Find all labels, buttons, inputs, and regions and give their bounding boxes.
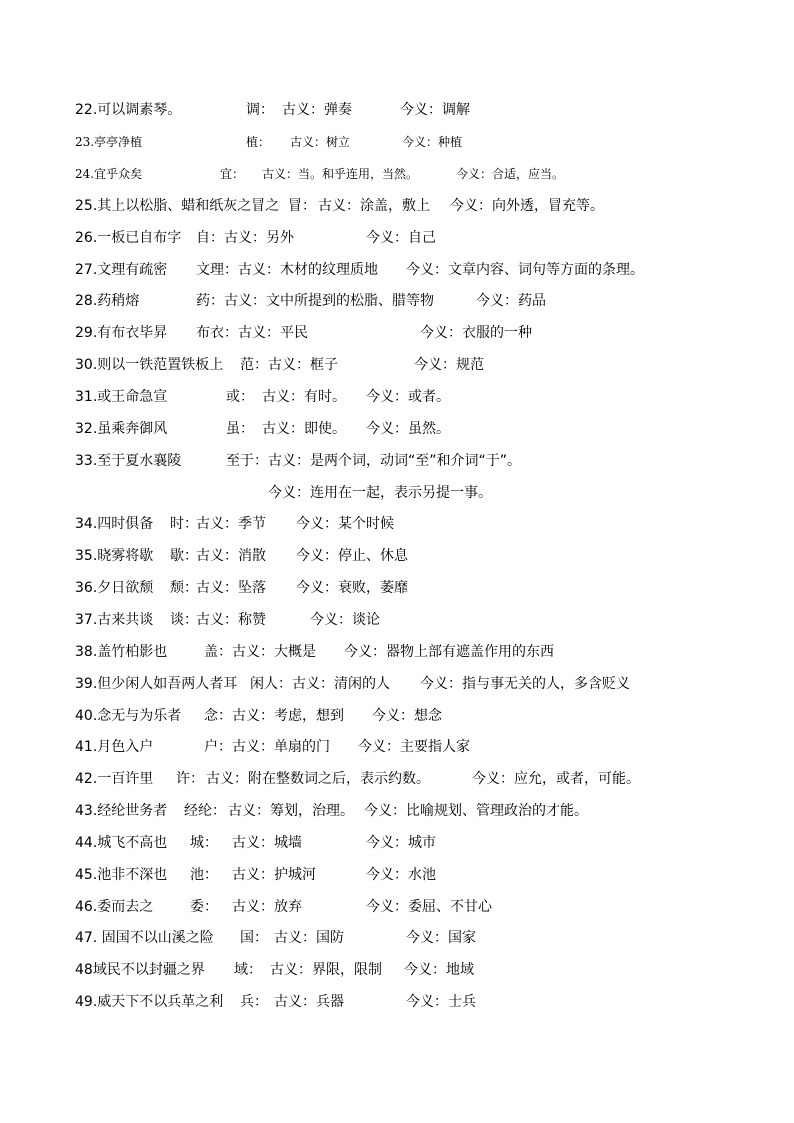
list-item bbox=[0, 162, 794, 186]
item-ancient-meaning: 古义：清闲的人 bbox=[292, 676, 390, 692]
list-item bbox=[0, 767, 794, 791]
item-word: 盖： bbox=[204, 644, 232, 660]
item-phrase: 23.亭亭净植 bbox=[75, 135, 143, 149]
list-item bbox=[0, 926, 794, 950]
item-modern-meaning: 今义：委屈、不甘心 bbox=[366, 899, 492, 915]
item-modern-meaning: 今义：士兵 bbox=[406, 994, 476, 1010]
item-phrase: 30.则以一铁范置铁板上 bbox=[75, 357, 224, 373]
item-phrase: 41.月色入户 bbox=[75, 739, 154, 755]
item-modern-meaning: 今义：衰败，萎靡 bbox=[296, 580, 408, 596]
item-phrase: 47. 固国不以山溪之险 bbox=[75, 930, 214, 946]
item-phrase: 49.威天下不以兵革之利 bbox=[75, 994, 224, 1010]
item-ancient-meaning: 古义：城墙 bbox=[232, 835, 302, 851]
item-phrase: 40.念无与为乐者 bbox=[75, 708, 182, 724]
item-modern-meaning: 今义：城市 bbox=[366, 835, 436, 851]
item-word: 许： bbox=[176, 771, 204, 787]
item-phrase: 28.药稍熔 bbox=[75, 293, 140, 309]
item-word: 经纶： bbox=[184, 803, 226, 819]
item-phrase: 25.其上以松脂、蜡和纸灰之冒之 bbox=[75, 198, 280, 214]
item-word: 药： bbox=[196, 293, 224, 309]
item-word: 域： bbox=[234, 962, 262, 978]
item-ancient-meaning: 古义：另外 bbox=[224, 230, 294, 246]
item-modern-meaning: 今义：主要指人家 bbox=[358, 739, 470, 755]
item-modern-meaning: 今义：应允，或者，可能。 bbox=[472, 771, 640, 787]
item-modern-meaning: 今义：比喻规划、管理政治的才能。 bbox=[364, 803, 588, 819]
list-item bbox=[0, 130, 794, 154]
list-item bbox=[0, 321, 794, 345]
item-ancient-meaning: 古义：木材的纹理质地 bbox=[238, 262, 378, 278]
list-item bbox=[0, 735, 794, 759]
list-item bbox=[0, 608, 794, 632]
list-item bbox=[0, 672, 794, 696]
item-word: 至于： bbox=[226, 453, 268, 469]
item-modern-meaning: 今义：合适，应当。 bbox=[456, 167, 565, 181]
item-word: 闲人： bbox=[250, 676, 292, 692]
item-ancient-meaning: 古义：树立 bbox=[290, 135, 351, 149]
item-ancient-meaning: 古义：文中所提到的松脂、腊等物 bbox=[224, 293, 434, 309]
item-modern-meaning: 今义：调解 bbox=[400, 102, 470, 118]
list-item bbox=[0, 289, 794, 313]
item-word: 池： bbox=[190, 867, 218, 883]
item-modern-meaning: 今义：地域 bbox=[404, 962, 474, 978]
item-word: 户： bbox=[204, 739, 232, 755]
list-item bbox=[0, 385, 794, 409]
list-item bbox=[0, 863, 794, 887]
list-item bbox=[0, 576, 794, 600]
item-word: 谈： bbox=[170, 612, 198, 628]
item-modern-meaning: 今义：水池 bbox=[366, 867, 436, 883]
item-ancient-meaning: 古义：国防 bbox=[274, 930, 344, 946]
item-ancient-meaning: 古义：即使。 bbox=[262, 421, 346, 437]
item-modern-meaning: 今义：药品 bbox=[476, 293, 546, 309]
item-ancient-meaning: 古义：护城河 bbox=[232, 867, 316, 883]
list-item-continuation bbox=[0, 481, 794, 505]
item-ancient-meaning: 古义：季节 bbox=[196, 516, 266, 532]
item-modern-meaning: 今义：规范 bbox=[414, 357, 484, 373]
item-ancient-meaning: 古义：弹奏 bbox=[282, 102, 352, 118]
item-word: 委： bbox=[190, 899, 218, 915]
item-ancient-meaning: 古义：兵器 bbox=[274, 994, 344, 1010]
list-item bbox=[0, 799, 794, 823]
item-ancient-meaning: 古义：平民 bbox=[238, 325, 308, 341]
list-item bbox=[0, 544, 794, 568]
item-ancient-meaning: 古义：消散 bbox=[196, 548, 266, 564]
item-ancient-meaning: 古义：有时。 bbox=[262, 389, 346, 405]
list-item bbox=[0, 640, 794, 664]
item-modern-meaning: 今义：器物上部有遮盖作用的东西 bbox=[344, 644, 554, 660]
item-word: 颓： bbox=[170, 580, 198, 596]
item-phrase: 24.宜乎众矣 bbox=[75, 167, 143, 181]
list-item bbox=[0, 831, 794, 855]
item-phrase: 39.但少闲人如吾两人者耳 bbox=[75, 676, 238, 692]
item-phrase: 36.夕日欲颓 bbox=[75, 580, 154, 596]
list-item bbox=[0, 512, 794, 536]
list-item bbox=[0, 194, 794, 218]
item-word: 时： bbox=[170, 516, 198, 532]
list-item bbox=[0, 704, 794, 728]
list-item bbox=[0, 98, 794, 122]
item-ancient-meaning: 古义：筹划，治理。 bbox=[228, 803, 354, 819]
item-modern-meaning: 今义：谈论 bbox=[310, 612, 380, 628]
item-word: 布衣： bbox=[196, 325, 238, 341]
item-ancient-meaning: 古义：当。和乎连用，当然。 bbox=[262, 167, 419, 181]
item-word: 兵： bbox=[240, 994, 268, 1010]
item-phrase: 42.一百许里 bbox=[75, 771, 154, 787]
item-word: 调： bbox=[246, 102, 274, 118]
item-modern-meaning: 今义：或者。 bbox=[366, 389, 450, 405]
list-item bbox=[0, 417, 794, 441]
item-modern-meaning: 今义：某个时候 bbox=[296, 516, 394, 532]
item-ancient-meaning: 古义：坠落 bbox=[196, 580, 266, 596]
item-ancient-meaning: 古义：单扇的门 bbox=[232, 739, 330, 755]
item-word: 宜： bbox=[220, 167, 245, 181]
item-ancient-meaning: 古义：放弃 bbox=[232, 899, 302, 915]
list-item bbox=[0, 958, 794, 982]
list-item bbox=[0, 353, 794, 377]
item-word: 范： bbox=[240, 357, 268, 373]
item-ancient-meaning: 古义：涂盖，敷上 bbox=[318, 198, 430, 214]
item-ancient-meaning: 古义：称赞 bbox=[196, 612, 266, 628]
item-modern-meaning: 今义：虽然。 bbox=[366, 421, 450, 437]
item-phrase: 26.一板已自布字 bbox=[75, 230, 182, 246]
item-phrase: 37.古来共谈 bbox=[75, 612, 154, 628]
item-modern-meaning: 今义：向外透，冒充等。 bbox=[450, 198, 604, 214]
item-word: 国： bbox=[240, 930, 268, 946]
item-ancient-meaning: 古义：框子 bbox=[268, 357, 338, 373]
item-modern-meaning: 今义：自己 bbox=[366, 230, 436, 246]
item-modern-meaning: 今义：文章内容、词句等方面的条理。 bbox=[406, 262, 644, 278]
item-word: 或： bbox=[226, 389, 254, 405]
item-modern-meaning: 今义：指与事无关的人，多含贬义 bbox=[420, 676, 630, 692]
item-word: 文理： bbox=[196, 262, 238, 278]
list-item bbox=[0, 990, 794, 1014]
item-word: 念： bbox=[204, 708, 232, 724]
list-item bbox=[0, 895, 794, 919]
item-word: 自： bbox=[196, 230, 224, 246]
item-phrase: 32.虽乘奔御风 bbox=[75, 421, 168, 437]
item-word: 虽： bbox=[226, 421, 254, 437]
item-word: 歇： bbox=[170, 548, 198, 564]
item-phrase: 29.有布衣毕昇 bbox=[75, 325, 168, 341]
item-ancient-meaning: 古义：是两个词，动词“至”和介词“于”。 bbox=[268, 453, 522, 469]
list-item bbox=[0, 258, 794, 282]
item-modern-meaning: 今义：连用在一起，表示另提一事。 bbox=[268, 485, 492, 501]
item-phrase: 38.盖竹柏影也 bbox=[75, 644, 168, 660]
item-phrase: 46.委而去之 bbox=[75, 899, 154, 915]
item-modern-meaning: 今义：种植 bbox=[402, 135, 463, 149]
item-ancient-meaning: 古义：界限，限制 bbox=[270, 962, 382, 978]
item-phrase: 44.城飞不高也 bbox=[75, 835, 168, 851]
item-phrase: 27.文理有疏密 bbox=[75, 262, 168, 278]
item-ancient-meaning: 古义：考虑，想到 bbox=[232, 708, 344, 724]
item-phrase: 43.经纶世务者 bbox=[75, 803, 168, 819]
item-phrase: 48域民不以封疆之界 bbox=[75, 962, 205, 978]
item-modern-meaning: 今义：衣服的一种 bbox=[420, 325, 532, 341]
item-word: 冒： bbox=[288, 198, 316, 214]
item-word: 城： bbox=[190, 835, 218, 851]
item-phrase: 33.至于夏水襄陵 bbox=[75, 453, 182, 469]
item-ancient-meaning: 古义：大概是 bbox=[232, 644, 316, 660]
item-modern-meaning: 今义：想念 bbox=[372, 708, 442, 724]
item-ancient-meaning: 古义：附在整数词之后，表示约数。 bbox=[206, 771, 430, 787]
item-phrase: 22.可以调素琴。 bbox=[75, 102, 182, 118]
item-phrase: 31.或王命急宣 bbox=[75, 389, 168, 405]
item-phrase: 45.池非不深也 bbox=[75, 867, 168, 883]
item-modern-meaning: 今义：国家 bbox=[406, 930, 476, 946]
item-phrase: 34.四时俱备 bbox=[75, 516, 154, 532]
item-word: 植： bbox=[246, 135, 271, 149]
list-item bbox=[0, 449, 794, 473]
list-item bbox=[0, 226, 794, 250]
item-phrase: 35.晓雾将歇 bbox=[75, 548, 154, 564]
item-modern-meaning: 今义：停止、休息 bbox=[296, 548, 408, 564]
